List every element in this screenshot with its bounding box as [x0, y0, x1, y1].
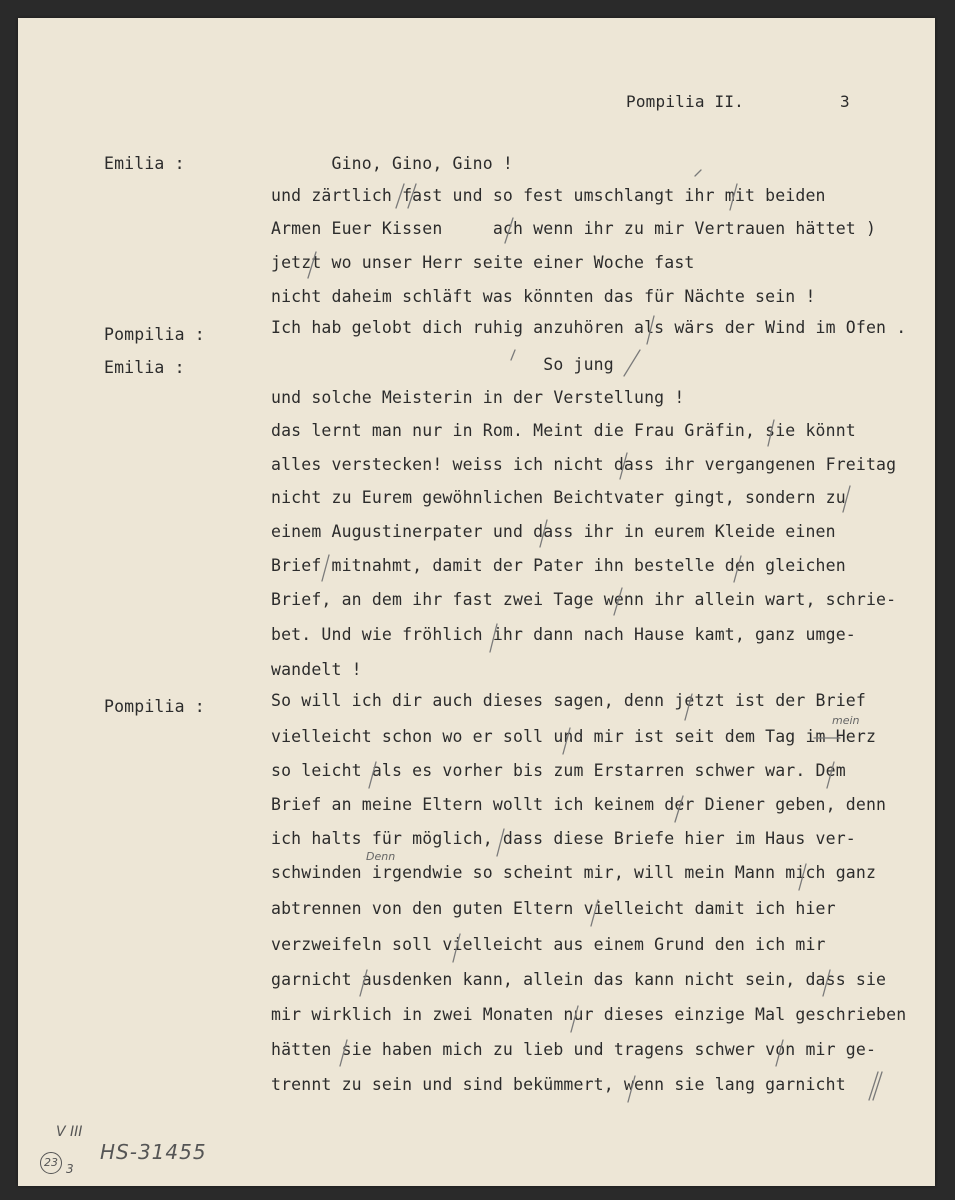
- text-line: alles verstecken! weiss ich nicht dass ihr vergangenen Freitag: [271, 455, 897, 474]
- text-line: verzweifeln soll vielleicht aus einem Grund den ich mir: [271, 935, 826, 954]
- text-line: Ich hab gelobt dich ruhig anzuhören als wärs der Wind im Ofen .: [271, 318, 907, 337]
- text-line: trennt zu sein und sind bekümmert, wenn sie lang garnicht: [271, 1075, 846, 1094]
- text-line: So will ich dir auch dieses sagen, denn jetzt ist der Brief: [271, 691, 866, 710]
- text-line: vielleicht schon wo er soll und mir ist seit dem Tag im Herz: [271, 727, 877, 746]
- text-line: Gino, Gino, Gino !: [271, 154, 514, 173]
- archive-sub-mark: 3: [66, 1162, 74, 1176]
- archive-roman-mark: V III: [56, 1124, 83, 1140]
- header-title: Pompilia II.: [626, 92, 744, 111]
- speaker-label: Emilia :: [104, 154, 185, 173]
- text-line: das lernt man nur in Rom. Meint die Frau Gräfin, sie könnt: [271, 421, 856, 440]
- text-line: hätten sie haben mich zu lieb und tragens schwer von mir ge-: [271, 1040, 877, 1059]
- text-line: jetzt wo unser Herr seite einer Woche fast: [271, 253, 695, 272]
- handwritten-mein: mein: [832, 714, 860, 727]
- text-line: So jung: [271, 355, 614, 374]
- text-line: garnicht ausdenken kann, allein das kann nicht sein, dass sie: [271, 970, 887, 989]
- text-line: Armen Euer Kissen ach wenn ihr zu mir Vertrauen hättet ): [271, 219, 877, 238]
- text-line: Brief mitnahmt, damit der Pater ihn bestelle den gleichen: [271, 556, 846, 575]
- page-header: [626, 92, 850, 111]
- archive-circle-mark: 23: [40, 1152, 62, 1174]
- text-line: bet. Und wie fröhlich ihr dann nach Hause kamt, ganz umge-: [271, 625, 856, 644]
- handwritten-denn: Denn: [366, 850, 396, 863]
- text-line: schwinden irgendwie so scheint mir, will mein Mann mich ganz: [271, 863, 877, 882]
- text-line: Brief an meine Eltern wollt ich keinem der Diener geben, denn: [271, 795, 887, 814]
- text-line: und zärtlich fast und so fest umschlangt ihr mit beiden: [271, 186, 826, 205]
- speaker-label: Pompilia :: [104, 697, 205, 716]
- text-line: so leicht als es vorher bis zum Erstarren schwer war. Dem: [271, 761, 846, 780]
- text-line: nicht zu Eurem gewöhnlichen Beichtvater gingt, sondern zu: [271, 488, 846, 507]
- archive-id-mark: HS-31455: [100, 1140, 207, 1164]
- text-line: und solche Meisterin in der Verstellung !: [271, 388, 685, 407]
- text-line: abtrennen von den guten Eltern vielleicht damit ich hier: [271, 899, 836, 918]
- text-line: ich halts für möglich, dass diese Briefe hier im Haus ver-: [271, 829, 856, 848]
- text-line: nicht daheim schläft was könnten das für Nächte sein !: [271, 287, 816, 306]
- text-line: Brief, an dem ihr fast zwei Tage wenn ihr allein wart, schrie-: [271, 590, 897, 609]
- speaker-label: Pompilia :: [104, 325, 205, 344]
- speaker-label: Emilia :: [104, 358, 185, 377]
- text-line: einem Augustinerpater und dass ihr in eurem Kleide einen: [271, 522, 836, 541]
- page-number: 3: [840, 92, 850, 111]
- text-line: mir wirklich in zwei Monaten nur dieses einzige Mal geschrieben: [271, 1005, 907, 1024]
- text-line: wandelt !: [271, 660, 362, 679]
